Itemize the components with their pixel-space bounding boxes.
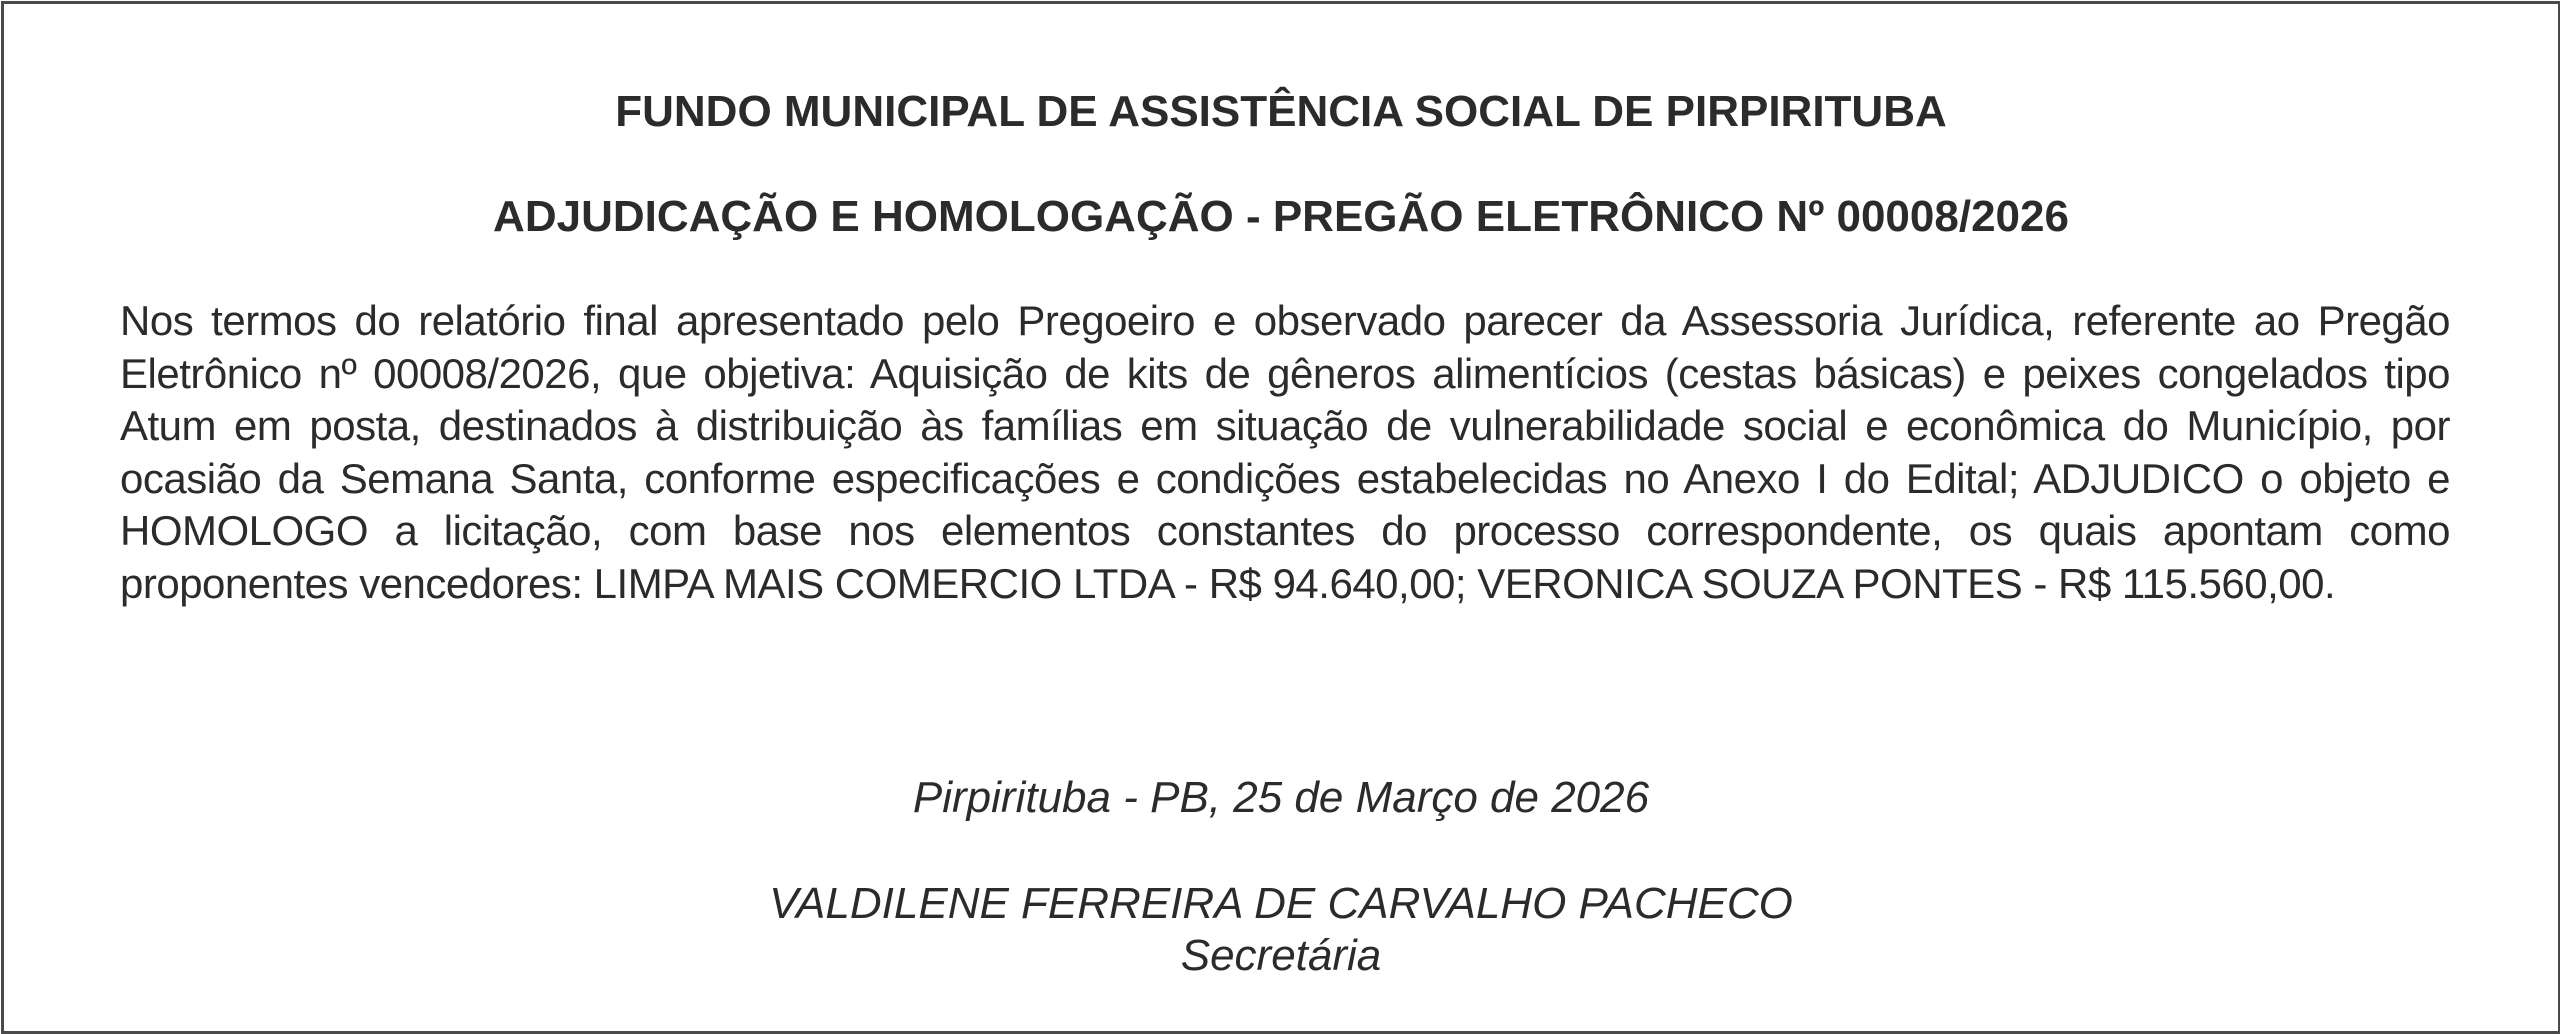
document-frame xyxy=(1,1,2560,1034)
signatory-name: VALDILENE FERREIRA DE CARVALHO PACHECO xyxy=(769,879,1793,928)
signatory-role: Secretária xyxy=(1180,931,1382,980)
place-date: Pirpirituba - PB, 25 de Março de 2026 xyxy=(912,773,1650,822)
document-title: ADJUDICAÇÃO E HOMOLOGAÇÃO - PREGÃO ELETRÔNICO Nº 00008/2026 xyxy=(493,192,2069,241)
body-paragraph: Nos termos do relatório final apresentado pelo Pregoeiro e observado parecer da Assessoria Jurídica, referente ao Pregão Eletrônico nº 00008/2026, que objetiva: Aquisição de kits de gêneros alimentícios (cestas básicas) e peixes congelados tipo Atum em posta, destinados à distribuição às famílias em situação de vulnerabilidade social e econômica do Município, por ocasião da Semana Santa, conforme especificações e condições estabelecidas no Anexo I do Edital; ADJUDICO o objeto e HOMOLOGO a licitação, com base nos elementos constantes do processo correspondente, os quais apontam como proponentes vencedores: LIMPA MAIS COMERCIO LTDA - R$ 94.640,00; VERONICA SOUZA PONTES - R$ 115.560,00. xyxy=(120,297,2450,607)
organization-title: FUNDO MUNICIPAL DE ASSISTÊNCIA SOCIAL DE PIRPIRITUBA xyxy=(615,87,1947,136)
